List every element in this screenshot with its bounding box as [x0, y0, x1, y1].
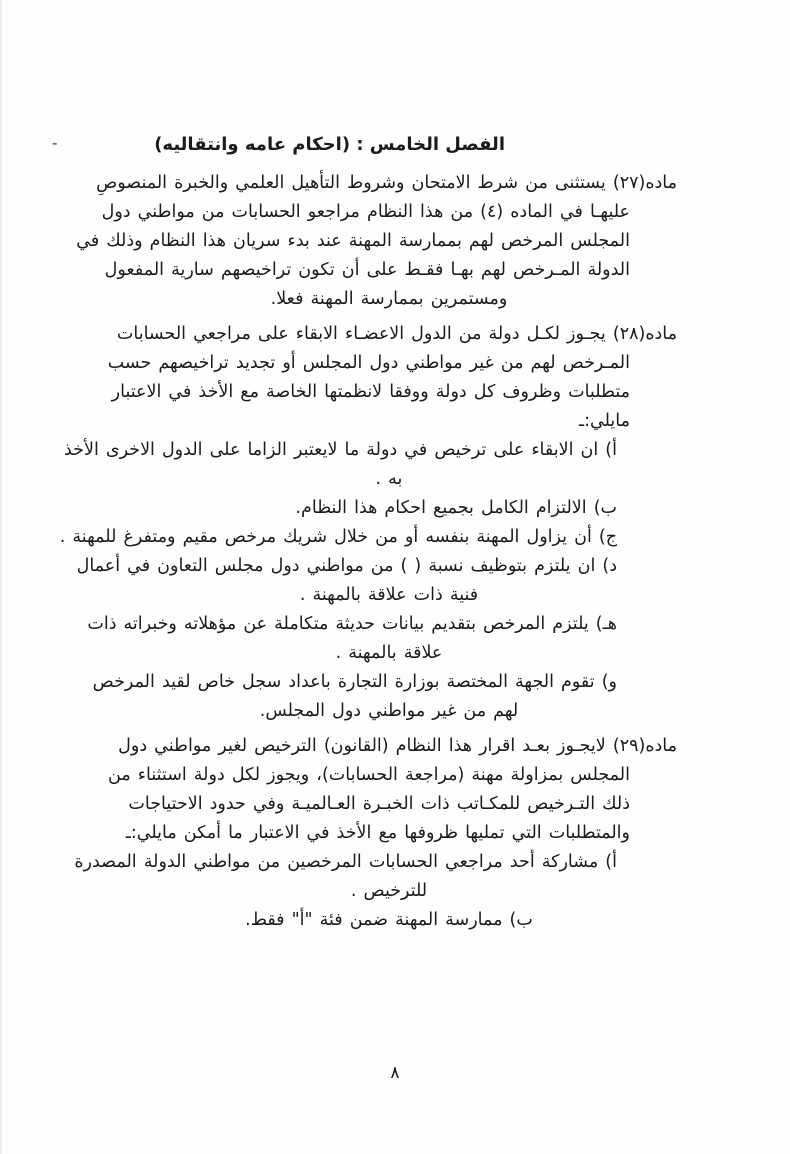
document-line: هـ) يلتزم المرخص بتقديم بيانات حديثة متكاملة عن مؤهلاته وخبراته ذات — [87, 614, 617, 634]
document-line: مايلي:ـ — [579, 411, 630, 431]
document-line: علاقة بالمهنة . — [335, 643, 443, 663]
chapter-title: الفصل الخامس : (احكام عامه وانتقاليه) — [154, 134, 505, 155]
document-line: أ) مشاركة أحد مراجعي الحسابات المرخصين من مواطني الدولة المصدرة — [74, 852, 617, 872]
document-line: عليهـا في الماده (٤) من هذا النظام مراجعو الحسابات من مواطني دول — [101, 202, 630, 222]
document-line: للترخيص . — [350, 881, 428, 901]
document-line: متطلبات وظروف كل دولة ووفقا لانظمتها الخاصة مع الأخذ في الاعتبار — [111, 382, 630, 402]
document-line: ج) أن يزاول المهنة بنفسه أو من خلال شريك مرخص مقيم ومتفرغ للمهنة . — [59, 527, 617, 547]
document-line: أ) ان الابقاء على ترخيص في دولة ما لايعتبر الزاما على الدول الاخرى الأخذ — [63, 440, 617, 460]
document-line: لهم من غير مواطني دول المجلس. — [259, 701, 519, 721]
document-line: ماده(٢٨) يجـوز لكـل دولة من الدول الاعضـاء الابقاء على مراجعي الحسابات — [116, 324, 677, 344]
document-line: المـرخص لهم من غير مواطني دول المجلس أو تجديد تراخيصهم حسب — [107, 353, 630, 373]
document-line: ماده(٢٩) لايجـوز بعـد اقرار هذا النظام (القانون) الترخيص لغير مواطني دول — [118, 736, 677, 756]
page-number: ٨ — [390, 1063, 400, 1083]
document-line: فنية ذات علاقة بالمهنة . — [299, 585, 479, 605]
document-line: ماده(٢٧) يستثنى من شرط الامتحان وشروط التأهيل العلمي والخبرة المنصوصِ — [96, 173, 677, 193]
document-content — [59, 130, 677, 935]
document-line: ب) الالتزام الكامل بجميع احكام هذا النظام. — [295, 498, 617, 518]
document-line: د) ان يلتزم بتوظيف نسبة ( ) من مواطني دول مجلس التعاون في أعمال — [76, 556, 617, 576]
document-line: و) تقوم الجهة المختصة بوزارة التجارة باعداد سجل خاص لقيد المرخص — [92, 672, 617, 692]
document-body — [59, 169, 677, 935]
document-line: ومستمرين بممارسة المهنة فعلا. — [270, 289, 508, 309]
document-line: المجلس المرخص لهم بممارسة المهنة عند بدء سريان هذا النظام وذلك في — [76, 231, 630, 251]
scan-edge-shadow — [0, 0, 3, 1154]
document-line: ب) ممارسة المهنة ضمن فئة "أ" فقط. — [245, 910, 533, 930]
document-line: والمتطلبات التي تمليها ظروفها مع الأخذ في الاعتبار ما أمكن مايلي:ـ — [125, 823, 630, 843]
document-line: به . — [375, 469, 403, 489]
document-line: المجلس بمزاولة مهنة (مراجعة الحسابات)، ويجوز لكل دولة استثناء من — [108, 765, 630, 785]
scan-artifact-dash: - — [52, 134, 58, 152]
document-line: ذلك التـرخيص للمكـاتب ذات الخبـرة العـالميـة وفي حدود الاحتياجات — [128, 794, 630, 814]
document-line: الدولة المـرخص لهم بهـا فقـط على أن تكون تراخيصهم سارية المفعول — [104, 260, 630, 280]
